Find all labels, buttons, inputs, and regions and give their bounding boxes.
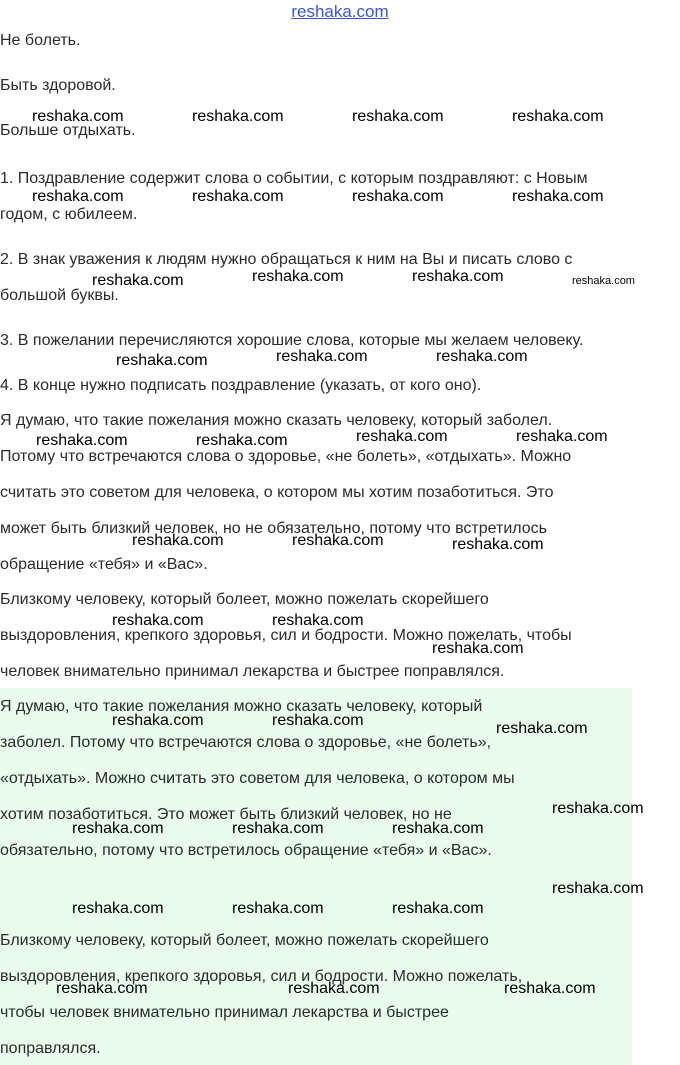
watermark: reshaka.com xyxy=(496,720,588,737)
watermark: reshaka.com xyxy=(232,900,324,917)
watermark: reshaka.com xyxy=(552,800,644,817)
watermark: reshaka.com xyxy=(232,820,324,837)
watermark: reshaka.com xyxy=(56,980,148,997)
watermark: reshaka.com xyxy=(272,712,364,729)
text-line: 3. В пожелании перечисляются хорошие слова, которые мы желаем человеку. xyxy=(0,332,584,349)
text-line: большой буквы. xyxy=(0,287,119,304)
text-line: 4. В конце нужно подписать поздравление (указать, от кого оно). xyxy=(0,377,482,394)
watermark: reshaka.com xyxy=(72,900,164,917)
text-line: чтобы человек внимательно принимал лекарства и быстрее xyxy=(0,1004,449,1021)
watermark: reshaka.com xyxy=(132,532,224,549)
text-line: годом, с юбилеем. xyxy=(0,206,138,223)
watermark: reshaka.com xyxy=(432,640,524,657)
watermark: reshaka.com xyxy=(116,352,208,369)
watermark: reshaka.com xyxy=(412,268,504,285)
text-line: 2. В знак уважения к людям нужно обращаться к ним на Вы и писать слово с xyxy=(0,251,573,268)
watermark: reshaka.com xyxy=(36,432,128,449)
text-line: Не болеть. xyxy=(0,32,81,49)
text-line: может быть близкий человек, но не обязательно, потому что встретилось xyxy=(0,520,548,537)
watermark: reshaka.com xyxy=(92,272,184,289)
text-line: Близкому человеку, который болеет, можно пожелать скорейшего xyxy=(0,591,489,608)
watermark: reshaka.com xyxy=(512,188,604,205)
text-line: Больше отдыхать. xyxy=(0,122,136,139)
text-line: выздоровления, крепкого здоровья, сил и бодрости. Можно пожелать, чтобы xyxy=(0,627,572,644)
watermark: reshaka.com xyxy=(512,108,604,125)
watermark: reshaka.com xyxy=(192,108,284,125)
text-line: Близкому человеку, который болеет, можно пожелать скорейшего xyxy=(0,932,489,949)
watermark: reshaka.com xyxy=(252,268,344,285)
watermark: reshaka.com xyxy=(32,188,124,205)
watermark: reshaka.com xyxy=(112,712,204,729)
header-site-link[interactable]: reshaka.com xyxy=(291,2,389,21)
watermark: reshaka.com xyxy=(292,532,384,549)
watermark: reshaka.com xyxy=(392,820,484,837)
text-line: выздоровления, крепкого здоровья, сил и бодрости. Можно пожелать, xyxy=(0,968,523,985)
watermark: reshaka.com xyxy=(352,108,444,125)
watermark: reshaka.com xyxy=(72,820,164,837)
text-line: Я думаю, что такие пожелания можно сказать человеку, который заболел. xyxy=(0,412,553,429)
watermark: reshaka.com xyxy=(272,612,364,629)
watermark: reshaka.com xyxy=(356,428,448,445)
watermark: reshaka.com xyxy=(516,428,608,445)
watermark: reshaka.com xyxy=(352,188,444,205)
text-line: обязательно, потому что встретилось обращение «тебя» и «Вас». xyxy=(0,842,492,859)
text-line: Я думаю, что такие пожелания можно сказать человеку, который xyxy=(0,698,483,715)
watermark: reshaka.com xyxy=(288,980,380,997)
text-line: 1. Поздравление содержит слова о событии, с которым поздравляют: с Новым xyxy=(0,170,588,187)
watermark: reshaka.com xyxy=(276,348,368,365)
watermark: reshaka.com xyxy=(196,432,288,449)
text-line: считать это советом для человека, о котором мы хотим позаботиться. Это xyxy=(0,484,554,501)
text-line: Быть здоровой. xyxy=(0,77,116,94)
watermark: reshaka.com xyxy=(192,188,284,205)
text-line: поправлялся. xyxy=(0,1040,101,1057)
text-line: заболел. Потому что встречаются слова о здоровье, «не болеть», xyxy=(0,734,492,751)
text-line: человек внимательно принимал лекарства и быстрее поправлялся. xyxy=(0,663,505,680)
watermark: reshaka.com xyxy=(572,275,635,287)
watermark: reshaka.com xyxy=(504,980,596,997)
text-line: хотим позаботиться. Это может быть близкий человек, но не xyxy=(0,806,452,823)
watermark: reshaka.com xyxy=(112,612,204,629)
text-line: «отдыхать». Можно считать это советом для человека, о котором мы xyxy=(0,770,515,787)
text-line: Потому что встречаются слова о здоровье, «не болеть», «отдыхать». Можно xyxy=(0,448,572,465)
text-line: обращение «тебя» и «Вас». xyxy=(0,556,208,573)
watermark: reshaka.com xyxy=(392,900,484,917)
watermark: reshaka.com xyxy=(32,108,124,125)
watermark: reshaka.com xyxy=(452,536,544,553)
watermark: reshaka.com xyxy=(552,880,644,897)
watermark: reshaka.com xyxy=(436,348,528,365)
